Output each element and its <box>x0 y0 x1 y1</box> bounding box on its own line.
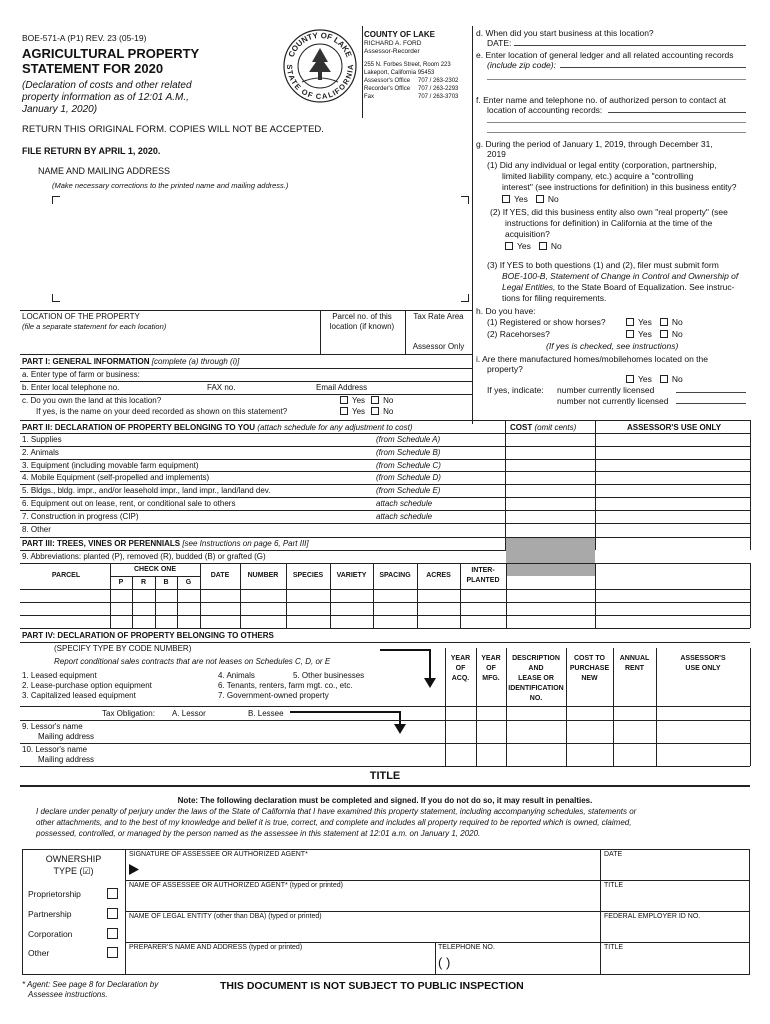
part2-row-schedule: attach schedule <box>376 499 433 508</box>
part4-report: Report conditional sales contracts that are not leases on Schedules C, D, or E <box>54 657 331 666</box>
tax-obligation-lessor[interactable]: A. Lessor <box>172 709 206 718</box>
q-g3-line2: BOE-100-B, Statement of Change in Control and Ownership of <box>502 271 739 281</box>
date-field[interactable] <box>604 861 748 879</box>
g2-yes-label: Yes <box>517 241 531 251</box>
p3-h-check-one: CHECK ONE <box>133 566 176 573</box>
part2-row-schedule: (from Schedule A) <box>376 435 441 444</box>
i-licensed-input[interactable] <box>676 385 746 393</box>
i-yes-label: Yes <box>638 374 652 384</box>
p4-assessor-2: USE ONLY <box>685 665 721 672</box>
q-i-licensed: number currently licensed <box>557 385 655 395</box>
part2-cost-field[interactable] <box>507 511 594 522</box>
fein-label: FEDERAL EMPLOYER ID NO. <box>604 913 701 920</box>
part2-cost-field[interactable] <box>507 434 594 445</box>
part1-c1: c. Do you own the land at this location? <box>22 396 162 405</box>
name-address-note: (Make necessary corrections to the printed name and mailing address.) <box>52 181 289 190</box>
p4-cost-2: PURCHASE <box>569 665 610 672</box>
p4-year-acq-3: ACQ. <box>451 675 470 682</box>
part3-entry-rows[interactable] <box>22 590 506 628</box>
tree-icon <box>302 48 338 82</box>
p3-h-parcel: PARCEL <box>51 572 81 579</box>
declaration-note: Note: The following declaration must be completed and signed. If you do not do so, it may result in penalties. <box>177 796 593 805</box>
ownership-type-label: Partnership <box>28 909 72 919</box>
p3-h-inter2: PLANTED <box>466 577 500 584</box>
c2-yes-checkbox[interactable] <box>340 407 348 415</box>
title-label: TITLE <box>604 882 624 889</box>
c2-no-checkbox[interactable] <box>371 407 379 415</box>
county-seal <box>282 28 358 104</box>
c1-yes-label: Yes <box>352 396 366 405</box>
county-name: COUNTY OF LAKE <box>364 30 435 39</box>
mailing-address-area[interactable] <box>62 206 458 292</box>
ownership-label2: TYPE (☑) <box>53 866 94 876</box>
part2-cost-field[interactable] <box>507 524 594 535</box>
q-g-line1: g. During the period of January 1, 2019, through December 31, <box>476 139 713 149</box>
p3-h-acres: ACRES <box>426 572 451 579</box>
q-f-line1: f. Enter name and telephone no. of authorized person to contact at <box>476 95 726 105</box>
q-e-line2: (include zip code): <box>487 60 556 70</box>
ownership-type-checkbox[interactable] <box>107 928 118 939</box>
q-g3-line4: tions for filing requirements. <box>502 293 607 303</box>
part2-row-schedule: (from Schedule C) <box>376 460 441 470</box>
p4-desc-1: DESCRIPTION <box>512 655 560 662</box>
h2-no-checkbox[interactable] <box>660 330 668 338</box>
p4-cost-1: COST TO <box>574 655 605 662</box>
part4-title: PART IV: DECLARATION OF PROPERTY BELONGING TO OTHERS <box>22 631 274 640</box>
part4-spec: (SPECIFY TYPE BY CODE NUMBER) <box>54 644 192 653</box>
parcel-label2: location (if known) <box>329 322 395 331</box>
q-h-note: (If yes is checked, see instructions) <box>546 341 679 351</box>
part3-abbrev: 9. Abbreviations: planted (P), removed (R), budded (B) or grafted (G) <box>22 552 266 561</box>
h1-no-label: No <box>671 317 683 327</box>
tax-obligation-lessee[interactable]: B. Lessee <box>248 709 284 718</box>
address-corner-br <box>461 294 469 302</box>
part2-cost-field[interactable] <box>507 485 594 496</box>
declaration-text1: I declare under penalty of perjury under the laws of the State of California that I have examined this property statement, including accompanying schedules, statements or <box>36 807 637 816</box>
part2-row-schedule: (from Schedule B) <box>376 447 441 457</box>
p4-r9-mailing: Mailing address <box>38 732 95 741</box>
part1-b: b. Enter local telephone no. <box>22 383 120 392</box>
part2-cost-field[interactable] <box>507 498 594 509</box>
q-e-line1: e. Enter location of general ledger and all related accounting records <box>476 50 734 60</box>
q-i-not-licensed: number not currently licensed <box>557 396 669 406</box>
tax-obligation-label: Tax Obligation: <box>102 709 155 718</box>
h2-yes-label: Yes <box>638 329 652 339</box>
county-official-title: Assessor-Recorder <box>364 48 420 55</box>
code-4: 4. Animals <box>218 671 255 680</box>
part1-note: [complete (a) through (i)] <box>151 357 240 366</box>
p4-r10-mailing: Mailing address <box>38 755 95 764</box>
county-official: RICHARD A. FORD <box>364 40 422 47</box>
ownership-type-checkbox[interactable] <box>107 888 118 899</box>
return-notice: RETURN THIS ORIGINAL FORM. COPIES WILL NOT BE ACCEPTED. <box>22 124 324 135</box>
address-corner-tl <box>52 196 60 204</box>
g2-no-checkbox[interactable] <box>539 242 547 250</box>
subtitle-line1: (Declaration of costs and other related <box>22 80 192 91</box>
arrow-down-icon-2 <box>290 706 410 736</box>
county-address2: Lakeport, California 95453 <box>364 70 435 76</box>
q-g3-line3: Legal Entities, <box>502 282 556 292</box>
agent-note1: * Agent: See page 8 for Declaration by <box>22 980 159 989</box>
preparer-label: PREPARER'S NAME AND ADDRESS (typed or printed) <box>129 944 303 951</box>
declaration-text3: possessed, controlled, or managed by the person named as the assessee in this statement at 12:01 a.m. on January 1, 2020. <box>36 829 481 838</box>
p3-h-r: R <box>140 579 147 586</box>
subtitle-line2: property information as of 12:01 A.M., <box>22 92 189 103</box>
h2-yes-checkbox[interactable] <box>626 330 634 338</box>
p4-cost-3: NEW <box>581 675 598 682</box>
q-e-input2[interactable] <box>487 79 746 80</box>
form-title-line1: AGRICULTURAL PROPERTY <box>22 46 200 61</box>
p4-year-acq-2: OF <box>455 665 466 672</box>
part2-row-label: 1. Supplies <box>22 435 62 444</box>
part1-title: PART I: GENERAL INFORMATION <box>22 357 150 366</box>
c1-no-label: No <box>383 396 394 405</box>
p4-r9-lessor: 9. Lessor's name <box>22 722 83 731</box>
location-note: (file a separate statement for each location) <box>22 322 167 331</box>
part2-cost-field[interactable] <box>507 472 594 483</box>
g1-yes-label: Yes <box>514 194 528 204</box>
form-title-line2: STATEMENT FOR 2020 <box>22 61 164 76</box>
q-g2-line3: acquisition? <box>505 229 550 239</box>
g1-yes-checkbox[interactable] <box>502 195 510 203</box>
part2-cost-field[interactable] <box>507 460 594 471</box>
q-i-if-yes: If yes, indicate: <box>487 385 544 395</box>
p4-desc-5: NO. <box>529 695 543 702</box>
part2-row-label: 7. Construction in progress (CIP) <box>22 511 139 521</box>
address-corner-bl <box>52 294 60 302</box>
p4-r10-lessor: 10. Lessor's name <box>22 745 88 754</box>
part2-title: PART II: DECLARATION OF PROPERTY BELONGING TO YOU <box>22 423 256 432</box>
code-6: 6. Tenants, renters, farm mgt. co., etc. <box>218 681 353 690</box>
county-address1: 255 N. Forbes Street, Room 223 <box>364 62 451 68</box>
title-field[interactable] <box>604 892 748 910</box>
code-2: 2. Lease-purchase option equipment <box>22 681 152 690</box>
q-g2-line2: instructions for definition) in California at the time of the <box>505 218 713 228</box>
q-i-line1: i. Are there manufactured homes/mobilehomes located on the <box>476 354 708 364</box>
tax-rate-label: Tax Rate Area <box>413 312 464 321</box>
part2-cost-header: COST <box>510 423 533 432</box>
subtitle-line3: January 1, 2020) <box>22 104 98 115</box>
seal-top-text: COUNTY OF LAKE <box>286 30 354 59</box>
name-address-title: NAME AND MAILING ADDRESS <box>38 166 171 176</box>
file-by: FILE RETURN BY APRIL 1, 2020. <box>22 146 161 156</box>
part2-assessor-header: ASSESSOR'S USE ONLY <box>626 423 722 432</box>
recorder-office-phone: 707 / 263-2293 <box>418 86 459 92</box>
q-h-line1: h. Do you have: <box>476 306 536 316</box>
signature-label: SIGNATURE OF ASSESSEE OR AUTHORIZED AGENT* <box>129 851 308 858</box>
q-g-line2: 2019 <box>487 149 506 159</box>
q-g1-line1: (1) Did any individual or legal entity (corporation, partnership, <box>487 160 717 170</box>
p3-h-species: SPECIES <box>292 572 324 579</box>
q-i-line2: property? <box>487 364 523 374</box>
p4-year-mfg-1: YEAR <box>481 655 501 662</box>
q-d-date-label: DATE: <box>487 38 512 48</box>
part2-row-schedule: (from Schedule D) <box>376 473 441 483</box>
signature-field[interactable] <box>142 861 597 879</box>
telephone-label: TELEPHONE NO. <box>438 944 495 951</box>
p4-desc-3: LEASE OR <box>518 675 554 682</box>
part2-row-label: 5. Bldgs., bldg. impr., and/or leasehold impr., land impr., land/land dev. <box>22 486 271 496</box>
assessor-office-phone: 707 / 263-2302 <box>418 78 459 84</box>
arrow-down-icon <box>380 648 440 690</box>
g2-no-label: No <box>550 241 562 251</box>
i-yes-checkbox[interactable] <box>626 375 634 383</box>
part3-title: PART III: TREES, VINES OR PERENNIALS <box>22 539 181 548</box>
c1-no-checkbox[interactable] <box>371 396 379 404</box>
code-1: 1. Leased equipment <box>22 671 97 680</box>
title2-label: TITLE <box>604 944 624 951</box>
i-no-checkbox[interactable] <box>660 375 668 383</box>
p3-h-date: DATE <box>210 572 230 579</box>
preparer-field[interactable] <box>129 954 433 974</box>
address-corner-tr <box>461 196 469 204</box>
q-d-date-input[interactable] <box>514 38 746 46</box>
entity-label: NAME OF LEGAL ENTITY (other than DBA) (typed or printed) <box>129 913 322 920</box>
q-g1-line2: limited liability company, etc.) acquire a "controlling <box>502 171 694 181</box>
p3-h-number: NUMBER <box>247 572 279 579</box>
q-g1-line3: interest" (see instructions for definition) in this business entity? <box>502 182 737 192</box>
p3-h-g: G <box>185 579 192 586</box>
ownership-type-label: Corporation <box>28 929 73 939</box>
ownership-type-checkbox[interactable] <box>107 908 118 919</box>
q-h1: (1) Registered or show horses? <box>487 317 606 327</box>
part2-row-schedule: attach schedule <box>376 511 433 521</box>
seal-bottom-text: STATE OF CALIFORNIA <box>284 64 356 102</box>
i-not-licensed-input[interactable] <box>676 396 746 404</box>
agent-name-label: NAME OF ASSESSEE OR AUTHORIZED AGENT* (typed or printed) <box>129 882 343 889</box>
q-f-input3[interactable] <box>487 132 746 133</box>
not-public-notice: THIS DOCUMENT IS NOT SUBJECT TO PUBLIC INSPECTION <box>220 980 524 992</box>
h1-yes-label: Yes <box>638 317 652 327</box>
p3-h-variety: VARIETY <box>336 572 367 579</box>
part1-c2: If yes, is the name on your deed recorded as shown on this statement? <box>36 407 288 416</box>
p3-h-inter1: INTER- <box>471 567 495 574</box>
part3-shaded-cost <box>506 538 595 576</box>
p4-desc-2: AND <box>528 665 544 672</box>
part2-row-schedule: (from Schedule E) <box>376 486 441 496</box>
part2-note: (attach schedule for any adjustment to cost) <box>257 423 413 432</box>
p4-year-mfg-3: MFG. <box>482 675 500 682</box>
agent-name-field[interactable] <box>129 892 597 910</box>
c2-yes-label: Yes <box>352 407 366 416</box>
p4-rent-1: ANNUAL <box>619 655 650 662</box>
g2-yes-checkbox[interactable] <box>505 242 513 250</box>
part2-row-label: 3. Equipment (including movable farm equipment) <box>22 460 199 470</box>
q-f-line2: location of accounting records: <box>487 105 603 115</box>
h2-no-label: No <box>671 329 683 339</box>
ownership-type-label: Proprietorship <box>28 889 81 899</box>
part1-fax: FAX no. <box>207 383 236 392</box>
arrow-right-icon <box>129 864 139 875</box>
p3-h-b: B <box>163 579 169 586</box>
q-f-input2[interactable] <box>487 122 746 123</box>
q-g2-line1: (2) If YES, did this business entity also own "real property" (see <box>490 207 728 217</box>
p4-desc-4: IDENTIFICATION <box>508 685 564 692</box>
p4-year-acq-1: YEAR <box>450 655 471 662</box>
c1-yes-checkbox[interactable] <box>340 396 348 404</box>
code-7: 7. Government-owned property <box>218 691 329 700</box>
q-h2: (2) Racehorses? <box>487 329 550 339</box>
q-g3-line1: (3) If YES to both questions (1) and (2), filer must submit form <box>487 260 719 270</box>
ownership-type-label: Other <box>28 948 50 958</box>
agent-note2: Assessee instructions. <box>28 990 108 999</box>
code-3: 3. Capitalized leased equipment <box>22 691 136 700</box>
c2-no-label: No <box>383 407 394 416</box>
ownership-type-checkbox[interactable] <box>107 947 118 958</box>
part2-row-label: 2. Animals <box>22 447 59 457</box>
location-title: LOCATION OF THE PROPERTY <box>22 312 140 321</box>
part2-row-label: 8. Other <box>22 524 51 534</box>
part2-cost-note: (omit cents) <box>534 423 577 432</box>
telephone-field[interactable]: ( ) <box>438 955 451 970</box>
declaration-title: TITLE <box>369 770 401 782</box>
p3-h-spacing: SPACING <box>379 572 411 579</box>
form-id: BOE-571-A (P1) REV. 23 (05-19) <box>22 33 147 43</box>
i-no-label: No <box>671 374 683 384</box>
recorder-office-label: Recorder's Office <box>364 86 411 92</box>
part2-row-label: 6. Equipment out on lease, rent, or conditional sale to others <box>22 499 236 508</box>
q-f-input1[interactable] <box>608 105 746 113</box>
ownership-label1: OWNERSHIP <box>45 854 102 864</box>
p4-rent-2: RENT <box>624 665 645 672</box>
fein-field[interactable] <box>604 923 748 941</box>
g1-no-label: No <box>547 194 559 204</box>
part2-cost-field[interactable] <box>507 447 594 458</box>
q-e-input1[interactable] <box>560 60 746 68</box>
h1-yes-checkbox[interactable] <box>626 318 634 326</box>
declaration-text2: other attachments, and to the best of my knowledge and belief it is true, correct, and complete and includes all property required to be reported which is owned, claimed, <box>36 818 632 827</box>
part3-note: [see Instructions on page 6, Part III] <box>182 539 309 548</box>
date-label: DATE <box>604 851 623 858</box>
part1-a: a. Enter type of farm or business: <box>22 370 140 379</box>
g1-no-checkbox[interactable] <box>536 195 544 203</box>
assessor-office-label: Assessor's Office <box>364 78 411 84</box>
code-5: 5. Other businesses <box>293 671 365 680</box>
entity-field[interactable] <box>129 923 597 941</box>
parcel-label1: Parcel no. of this <box>332 312 392 321</box>
h1-no-checkbox[interactable] <box>660 318 668 326</box>
q-g3-line3b: to the State Board of Equalization. See instruc- <box>555 282 735 292</box>
q-d-line1: d. When did you start business at this location? <box>476 28 654 38</box>
part2-row-label: 4. Mobile Equipment (self-propelled and implements) <box>22 473 210 483</box>
p4-year-mfg-2: OF <box>486 665 496 672</box>
fax-phone: 707 / 263-3703 <box>418 94 459 100</box>
part1-email: Email Address <box>316 383 368 392</box>
fax-label: Fax <box>364 94 375 100</box>
p3-h-p: P <box>118 579 124 586</box>
p4-assessor-1: ASSESSOR'S <box>680 655 726 662</box>
title2-field[interactable] <box>604 954 748 974</box>
assessor-only-label: Assessor Only <box>412 342 465 351</box>
